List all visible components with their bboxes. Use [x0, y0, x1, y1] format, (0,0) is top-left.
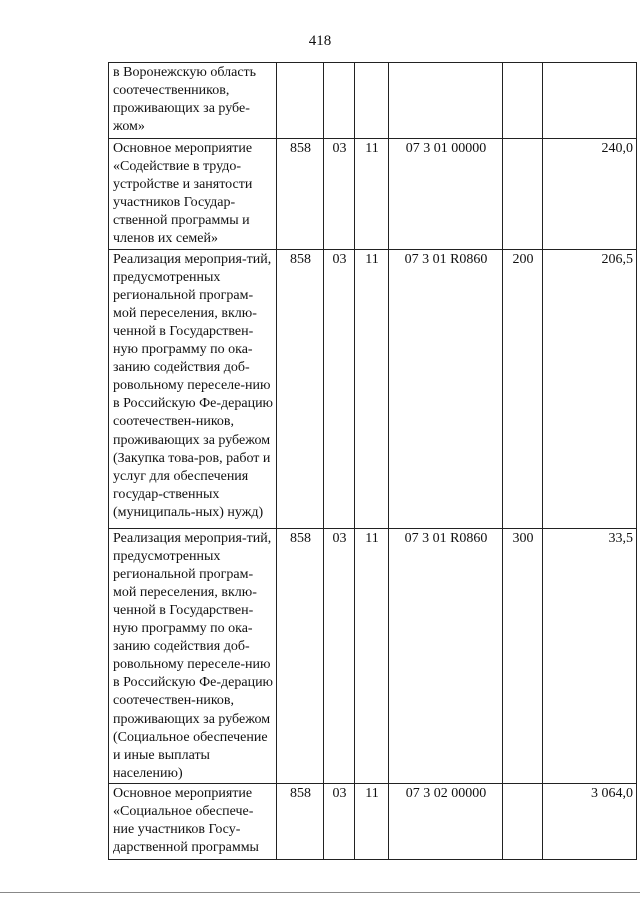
department-code-cell: 858	[277, 528, 324, 783]
section-cell	[324, 63, 355, 139]
expense-type-cell: 300	[503, 528, 543, 783]
department-code-cell: 858	[277, 249, 324, 528]
row-name-cell: в Воронежскую область соотечественников, проживающих за рубе-жом»	[109, 63, 277, 139]
table-row	[109, 783, 637, 859]
department-code-cell: 858	[277, 783, 324, 859]
expense-type-cell	[503, 139, 543, 250]
table-row	[109, 63, 637, 139]
row-name-cell: Реализация мероприя-тий, предусмотренных региональной програм-мой переселения, вклю-ченной в Государствен-ную программу по ока-занию содействия доб-ровольному переселе-нию в Российскую Фе-дерацию соотечествен-ников, проживающих за рубежом (Социальное обеспечение и иные выплаты населению)	[109, 528, 277, 783]
subsection-cell	[355, 63, 389, 139]
row-name-cell: Основное мероприятие «Содействие в трудо-устройстве и занятости участников Государ-ственной программы и членов их семей»	[109, 139, 277, 250]
target-article-cell: 07 3 02 00000	[389, 783, 503, 859]
amount-cell: 33,5	[543, 528, 637, 783]
page-number: 418	[308, 33, 332, 49]
table-row	[109, 528, 637, 783]
section-cell: 03	[324, 528, 355, 783]
section-cell: 03	[324, 249, 355, 528]
department-code-cell: 858	[277, 139, 324, 250]
expense-type-cell: 200	[503, 249, 543, 528]
amount-cell: 206,5	[543, 249, 637, 528]
subsection-cell: 11	[355, 249, 389, 528]
amount-cell	[543, 63, 637, 139]
target-article-cell: 07 3 01 R0860	[389, 528, 503, 783]
section-cell: 03	[324, 139, 355, 250]
target-article-cell: 07 3 01 R0860	[389, 249, 503, 528]
page-bottom-rule	[0, 892, 640, 893]
section-cell: 03	[324, 783, 355, 859]
amount-cell: 3 064,0	[543, 783, 637, 859]
subsection-cell: 11	[355, 139, 389, 250]
expense-type-cell	[503, 783, 543, 859]
table-row	[109, 249, 637, 528]
row-name-cell: Основное мероприятие «Социальное обеспече-ние участников Госу-дарственной программы	[109, 783, 277, 859]
expense-type-cell	[503, 63, 543, 139]
target-article-cell	[389, 63, 503, 139]
subsection-cell: 11	[355, 783, 389, 859]
target-article-cell: 07 3 01 00000	[389, 139, 503, 250]
row-name-cell: Реализация мероприя-тий, предусмотренных региональной програм-мой переселения, вклю-ченной в Государствен-ную программу по ока-занию содействия доб-ровольному переселе-нию в Российскую Фе-дерацию соотечествен-ников, проживающих за рубежом (Закупка това-ров, работ и услуг для обеспечения государ-ственных (муниципаль-ных) нужд)	[109, 249, 277, 528]
amount-cell: 240,0	[543, 139, 637, 250]
table-row	[109, 139, 637, 250]
budget-table	[108, 62, 637, 860]
department-code-cell	[277, 63, 324, 139]
subsection-cell: 11	[355, 528, 389, 783]
